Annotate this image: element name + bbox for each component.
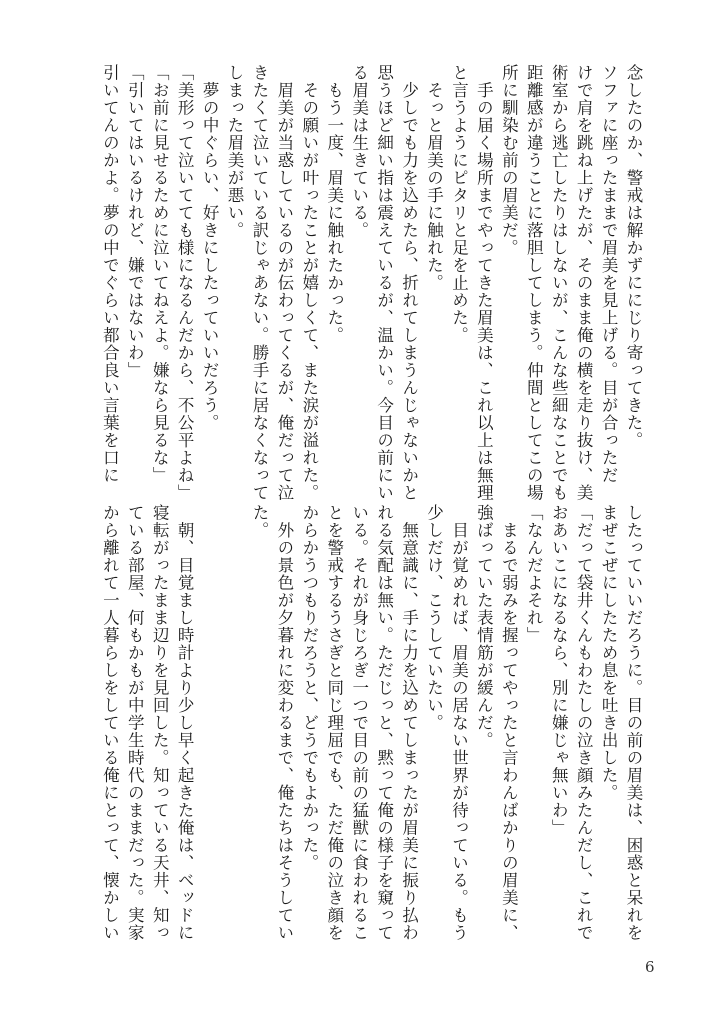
text-line: まるで弱みを握ってやったと言わんばかりの眉美に、 xyxy=(499,504,519,942)
text-line: 少しでも力を込めたら、折れてしまうんじゃないかと xyxy=(399,64,419,502)
page-number: 6 xyxy=(645,958,655,976)
text-line: 念したのか、警戒は解かずににじり寄ってきた。 xyxy=(624,64,643,449)
text-line: 「だって袋井くんもわたしの泣き顔みたんだし、これで xyxy=(574,504,594,942)
text-line: 寝転がったまま辺りを見回した。知っている天井、知っ xyxy=(150,504,170,942)
text-line: る眉美は生きている。 xyxy=(349,64,369,239)
text-line: 「なんだよそれ」 xyxy=(524,504,544,644)
text-line: 「美形って泣いてても様になるんだから、不公平よね」 xyxy=(175,64,195,502)
text-line: 引いてんのかよ。夢の中でぐらい都合良い言葉を口に xyxy=(100,64,120,484)
text-line: 無意識に、手に力を込めてしまったが眉美に振り払わ xyxy=(399,504,419,942)
text-line: から離れて一人暮らしをしている俺にとって、懐かしい xyxy=(100,504,120,942)
text-line: おあいこになるなら、別に嫌じゃ無いわ」 xyxy=(549,504,569,837)
text-line: ソファに座ったままで眉美を見上げる。目が合っただ xyxy=(599,64,619,484)
text-line xyxy=(196,504,221,936)
text-line: とを警戒するうさぎと同じ理屈でも、ただ俺の泣き顔を xyxy=(324,504,344,942)
text-line: 朝、目覚まし時計より少し早く起きた俺は、ベッドに xyxy=(175,504,195,942)
text-line: 目が覚めれば、眉美の居ない世界が待っている。もう xyxy=(449,504,469,942)
text-line: けで肩を跳ね上げたが、そのまま俺の横を走り抜け、美 xyxy=(574,64,594,502)
text-line: 「お前に見せるために泣いてねえよ。嫌なら見るな」 xyxy=(150,64,170,484)
text-line: た。 xyxy=(249,504,269,539)
text-line: 少しだけ、こうしていたい。 xyxy=(424,504,444,732)
text-line: 思うほど細い指は震えているが、温かい。今目の前にい xyxy=(374,64,394,502)
text-line: その願いが叶ったことが嬉しくて、また涙が溢れた。 xyxy=(299,64,319,502)
text-line: からかうつもりだろうと、どうでもよかった。 xyxy=(299,504,319,872)
text-block-bottom xyxy=(95,504,645,942)
text-line: 外の景色が夕暮れに変わるまで、俺たちはそうしてい xyxy=(274,504,294,942)
text-line: 夢の中ぐらい、好きにしたっていいだろう。 xyxy=(200,64,220,432)
text-line: れる気配は無い。ただじっと、黙って俺の様子を窺って xyxy=(374,504,394,942)
text-line: ている部屋、何もかもが中学生時代のままだった。実家 xyxy=(125,504,145,942)
text-line: 距離感が違うことに落胆してしまう。仲間としてこの場 xyxy=(524,64,544,502)
text-line: いる。それが身じろぎ一つで目の前の猛獣に食われるこ xyxy=(349,504,369,942)
text-line: きたくて泣いている訳じゃあない。勝手に居なくなって xyxy=(249,64,269,502)
text-line: そっと眉美の手に触れた。 xyxy=(424,64,444,292)
text-line: と言うようにピタリと足を止めた。 xyxy=(449,64,469,344)
text-block-top xyxy=(95,64,645,502)
text-line: 眉美が当惑しているのが伝わってくるが、俺だって泣 xyxy=(274,64,294,502)
text-line: 強ばっていた表情筋が緩んだ。 xyxy=(474,504,494,749)
text-line: しまった眉美が悪い。 xyxy=(225,64,244,239)
text-line: まぜこぜにしたため息を吐き出した。 xyxy=(599,504,619,802)
text-line: 「引いてはいるけれど、嫌ではないわ」 xyxy=(125,64,145,379)
text-line: したっていいだろうに。目の前の眉美は、困惑と呆れを xyxy=(624,504,643,942)
text-line: 術室から逃亡したりはしないが、こんな些細なことでも xyxy=(549,64,569,502)
text-line xyxy=(221,504,246,936)
text-line: もう一度、眉美に触れたかった。 xyxy=(324,64,344,344)
text-line: 手の届く場所までやってきた眉美は、これ以上は無理 xyxy=(474,64,494,502)
text-line: 所に馴染む前の眉美だ。 xyxy=(499,64,519,257)
